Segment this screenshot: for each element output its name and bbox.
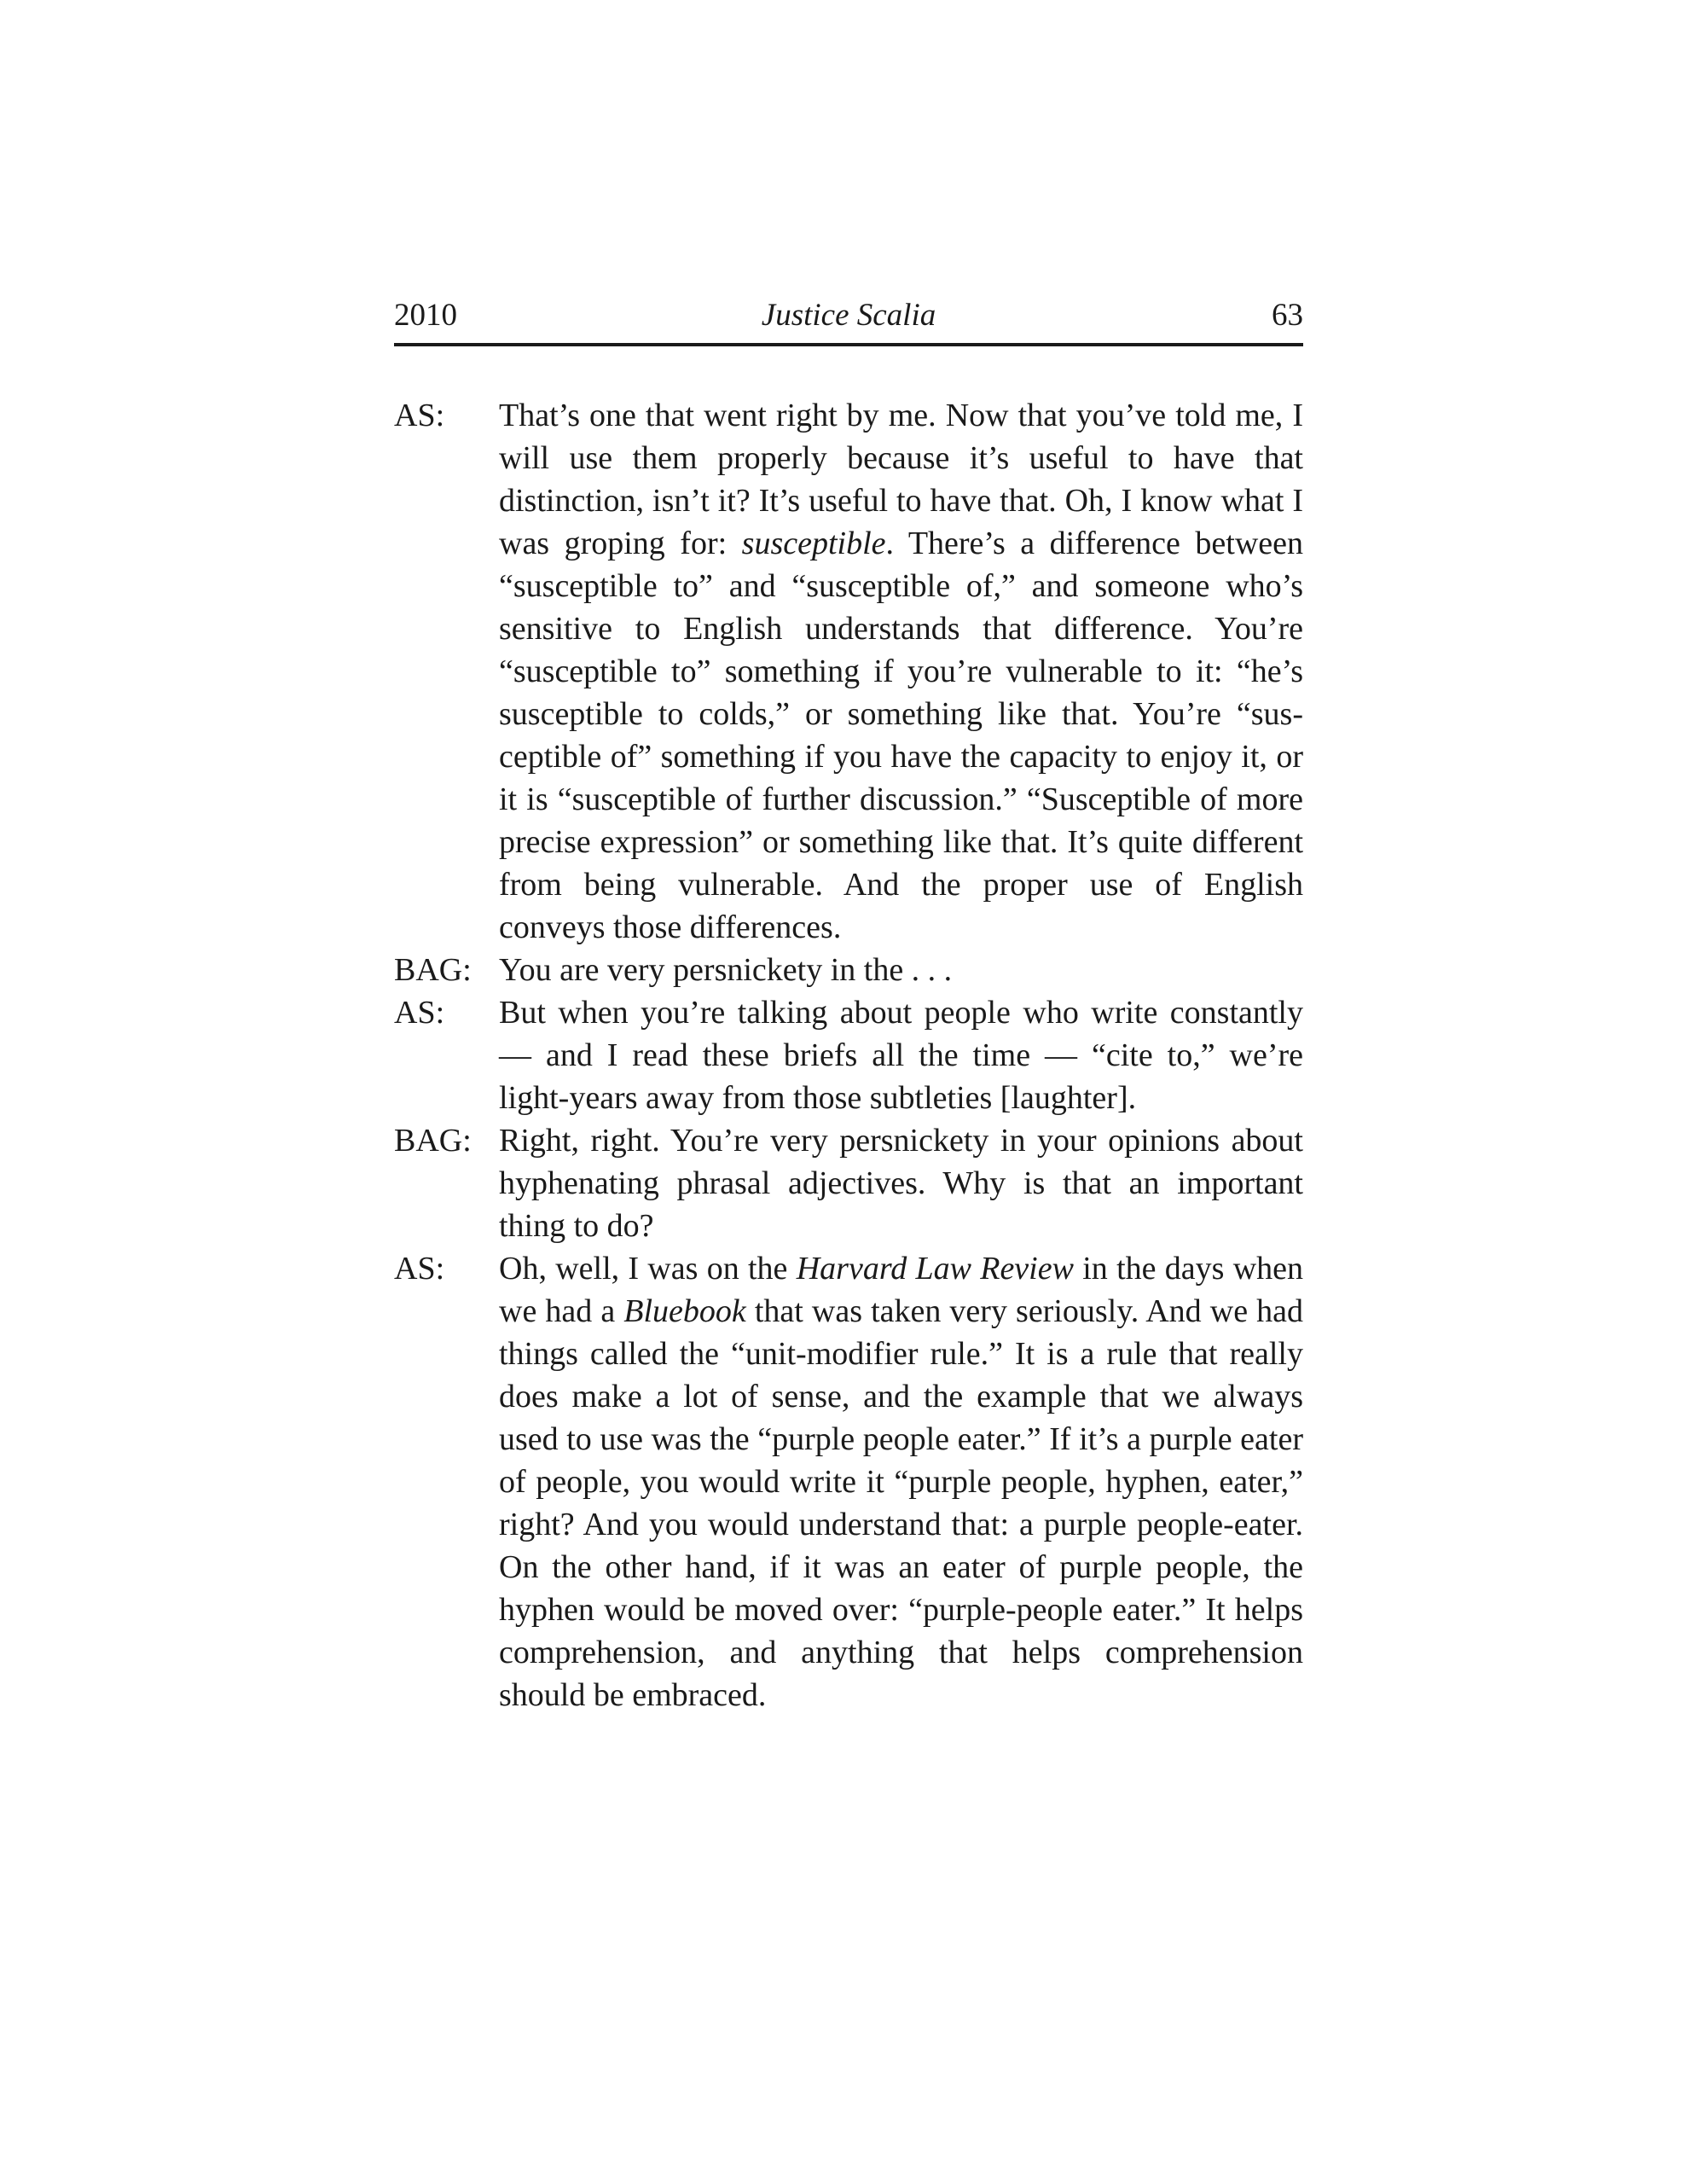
speech-text [499,991,1303,1119]
header-year: 2010 [394,298,457,333]
speech-segment: that was taken very seriously. And we had things called the “unit-modifier rule.” It is a rule that really does make a lot of sense, and the example that we always used to use was the “purple people eater.” If it’s a purple eater of people, you would write it “purple people, hyphen, eater,” right? And you would understand that: a purple people-eater. On the other hand, if it was an eater of purple people, the hyphen would be moved over: “purple-people eater.” It helps comprehension, and anything that helps comprehension should be embraced. [499,1293,1304,1713]
header-rule [394,343,1303,346]
speech-segment: But when you’re talking about people who write constantly — and I read these briefs all the time — “cite to,” we’re light-years away from those subtleties [laughter]. [499,995,1303,1116]
dialogue-turn [394,949,1303,991]
speech-segment-italic: Harvard Law Review [796,1251,1074,1287]
speaker-label: AS: [394,995,445,1031]
speaker-label: AS: [394,398,445,433]
speaker-label: BAG: [394,1123,472,1159]
dialogue-turn [394,991,1303,1119]
speech-text [499,1119,1303,1247]
speech-segment: Right, right. You’re very persnickety in your opinions about hyphenating phrasal adjectives. Why is that an important thing to do? [499,1123,1303,1244]
speech-segment: in the days when we had a [499,1251,1304,1329]
running-head [394,290,1303,341]
speaker-label: BAG: [394,952,472,988]
speech-segment: That’s one that went right by me. Now that you’ve told me, I will use them properly because it’s useful to have that distinction, isn’t it? It’s useful to have that. Oh, I know what I was groping for: [499,398,1303,561]
page-number: 63 [1272,298,1303,333]
speech-segment: . There’s a difference between “susceptible to” and “susceptible of,” and someone who’s sensitive to English understands that difference. You’re “susceptible to” something if you’re vulnerable to it: “he’s susceptible to colds,” or something like that. You’re “susceptible of” something if you have the capacity to enjoy it, or it is “susceptible of further discussion.” “Susceptible of more precise expression” or something like that. It’s quite different from being vulnerable. And the proper use of English conveys those differences. [499,526,1303,945]
dialogue-turn [394,1119,1303,1247]
interview-dialogue [394,394,1303,1716]
speech-segment: Oh, well, I was on the [499,1251,797,1287]
speech-text [499,394,1303,949]
speech-segment-italic: Bluebook [623,1293,746,1329]
dialogue-turn [394,394,1303,949]
document-page [394,290,1303,1716]
speaker-label: AS: [394,1251,445,1287]
dialogue-turn [394,1247,1303,1716]
speech-text [499,949,1303,991]
speech-segment: You are very persnickety in the . . . [499,952,953,988]
speech-text [499,1247,1303,1716]
speech-segment-italic: susceptible [741,526,886,561]
header-title: Justice Scalia [761,298,936,333]
